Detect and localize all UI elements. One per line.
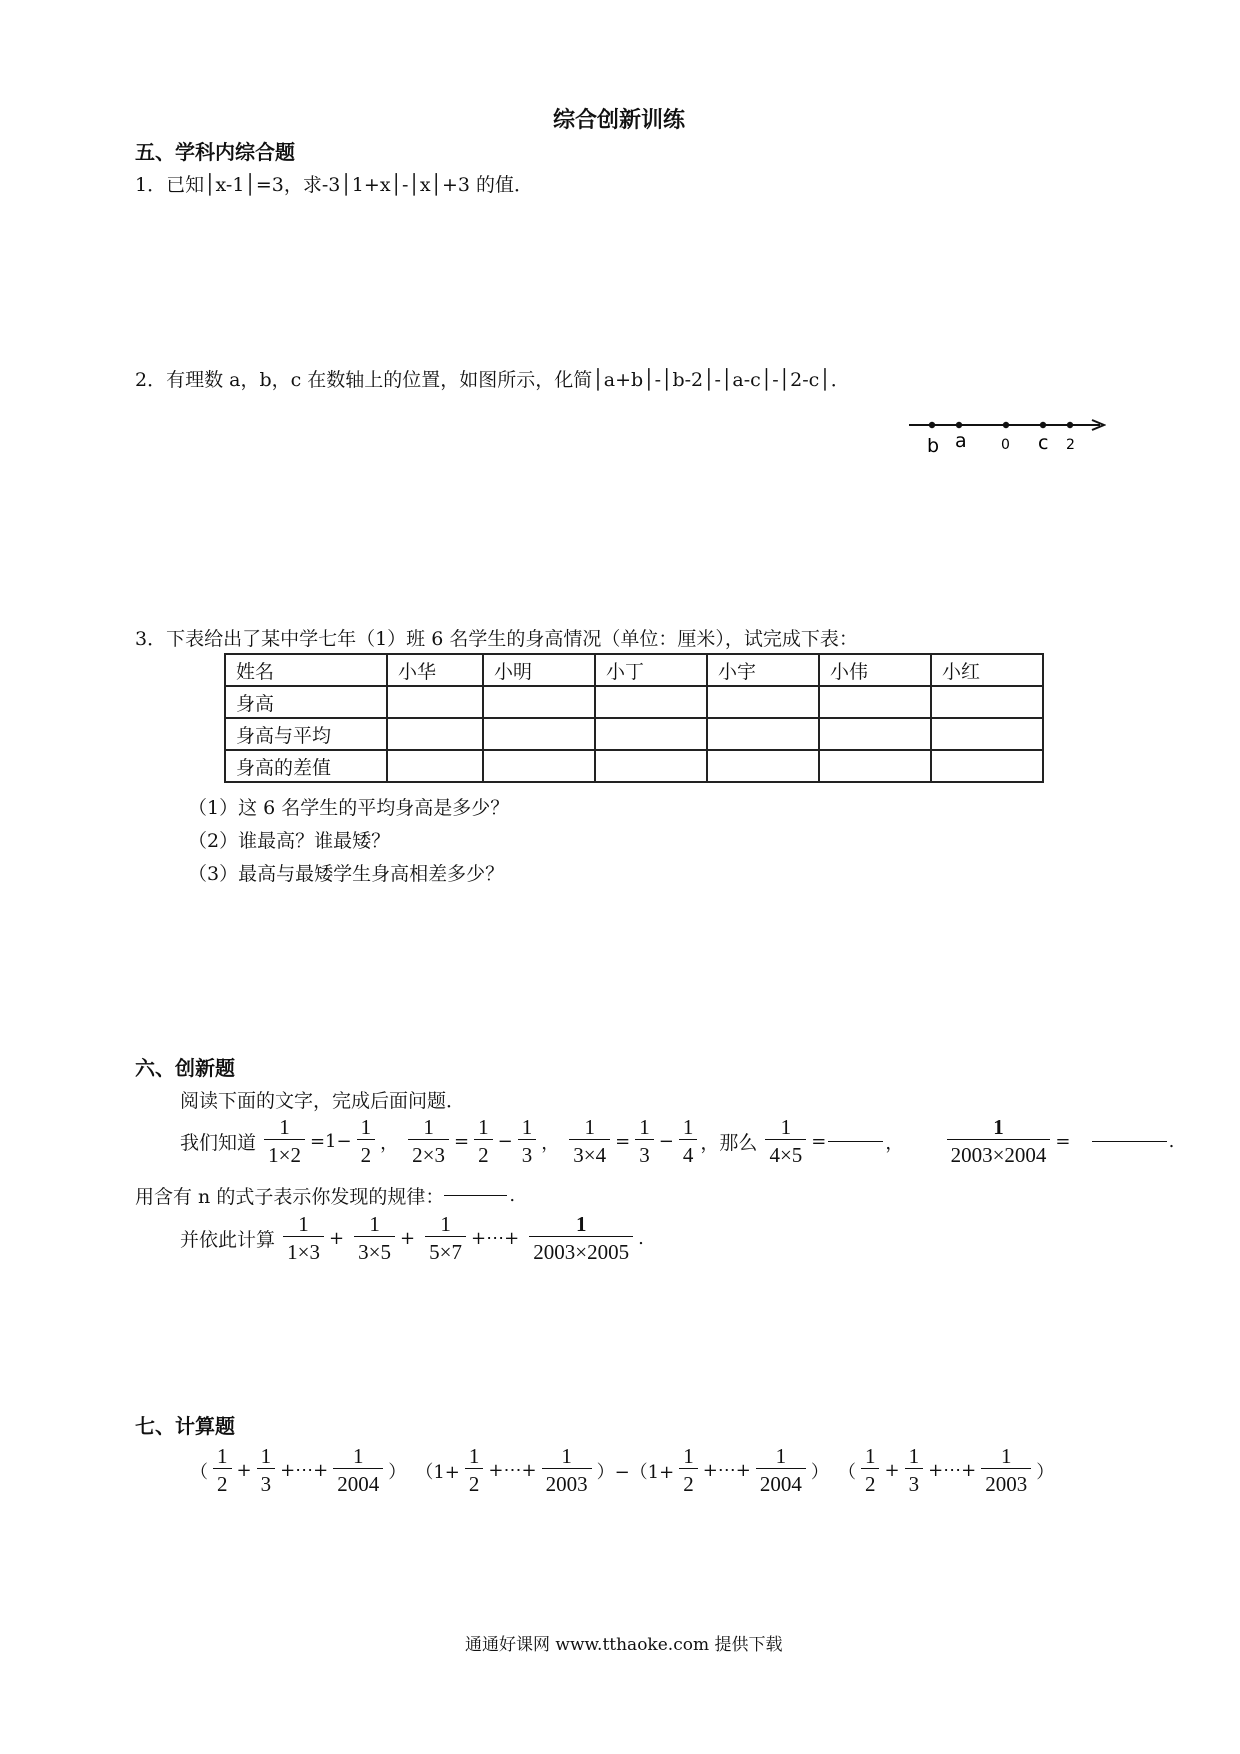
table-row [225, 686, 1043, 718]
table-cell: 小宇 [707, 654, 819, 686]
sub-question-1: （1）这 6 名学生的平均身高是多少？ [188, 797, 510, 819]
table-row [225, 750, 1043, 782]
known-equations: 我们知道 $\frac{1}{1\times 2}$ =1− $\frac{1}{2}$ ， $\frac{1}{2\times 3}$ = $\frac{1}{2}$ − $\frac{1}{3}$ ， $\frac{1}{3\times 4}$ = $\frac{1}{3}$ − $\frac{1}{4}$ ，那么 $\frac{1}{4\times 5}$ = ， $\frac{1}{2003\times 2004}$ = . [180, 1115, 1175, 1167]
table-row-header [225, 654, 1043, 686]
calc-sum: 并依此计算 $\frac{1}{1\times 3}$ + $\frac{1}{3\times 5}$ + $\frac{1}{5\times 7}$ +⋯+ $\frac{1}{2003\times 2005}$ . [180, 1212, 644, 1264]
table-cell: 姓名 [225, 654, 387, 686]
page-title: 综合创新训练 [553, 107, 686, 133]
label-0: 0 [1001, 437, 1010, 453]
calc-expression: （ $\frac{1}{2}$ + $\frac{1}{3}$ +⋯+ $\frac{1}{2004}$ ） （1+ $\frac{1}{2}$ +⋯+ $\frac{1}{2003}$ ）−（1+ $\frac{1}{2}$ +⋯+ $\frac{1}{2004}$ ） （ $\frac{1}{2}$ + $\frac{1}{3}$ +⋯+ $\frac{1}{2003}$ ） [190, 1444, 1055, 1496]
sub-question-3: （3）最高与最矮学生身高相差多少？ [188, 863, 505, 885]
height-table [224, 653, 1044, 783]
label-a: a [955, 430, 967, 452]
rule-line: 用含有 n 的式子表示你发现的规律： . [135, 1185, 516, 1208]
section-6-intro: 阅读下面的文字，完成后面问题． [180, 1090, 466, 1112]
table-cell: 小红 [931, 654, 1043, 686]
table-cell: 小明 [483, 654, 595, 686]
table-cell: 小华 [387, 654, 483, 686]
point-c [1040, 422, 1046, 428]
number-line-figure [906, 408, 1106, 458]
answer-blank [444, 1195, 507, 1196]
question-1: 1．已知│x-1│=3，求-3│1+x│-│x│+3 的值． [135, 174, 534, 196]
answer-blank [828, 1141, 883, 1142]
sub-question-2: （2）谁最高？谁最矮？ [188, 830, 391, 852]
question-2: 2．有理数 a，b，c 在数轴上的位置，如图所示，化简│a+b│-│b-2│-│a-c│-│2-c│． [135, 369, 850, 391]
label-c: c [1038, 432, 1049, 454]
point-0 [1003, 422, 1009, 428]
point-b [929, 422, 935, 428]
section-6-heading: 六、创新题 [135, 1056, 235, 1080]
answer-blank [1092, 1141, 1167, 1142]
point-a [956, 422, 962, 428]
footer: 通通好课网 www.tthaoke.com 提供下载 [465, 1635, 783, 1655]
table-cell: 小伟 [819, 654, 931, 686]
table-cell: 身高 [225, 686, 387, 718]
point-2 [1067, 422, 1073, 428]
table-cell: 小丁 [595, 654, 707, 686]
table-cell: 身高的差值 [225, 750, 387, 782]
label-2: 2 [1066, 437, 1075, 453]
label-b: b [927, 435, 940, 457]
section-7-heading: 七、计算题 [135, 1414, 235, 1438]
table-row [225, 718, 1043, 750]
question-3: 3．下表给出了某中学七年（1）班 6 名学生的身高情况（单位：厘米），试完成下表： [135, 628, 858, 650]
section-5-heading: 五、学科内综合题 [135, 140, 295, 164]
table-cell: 身高与平均 [225, 718, 387, 750]
